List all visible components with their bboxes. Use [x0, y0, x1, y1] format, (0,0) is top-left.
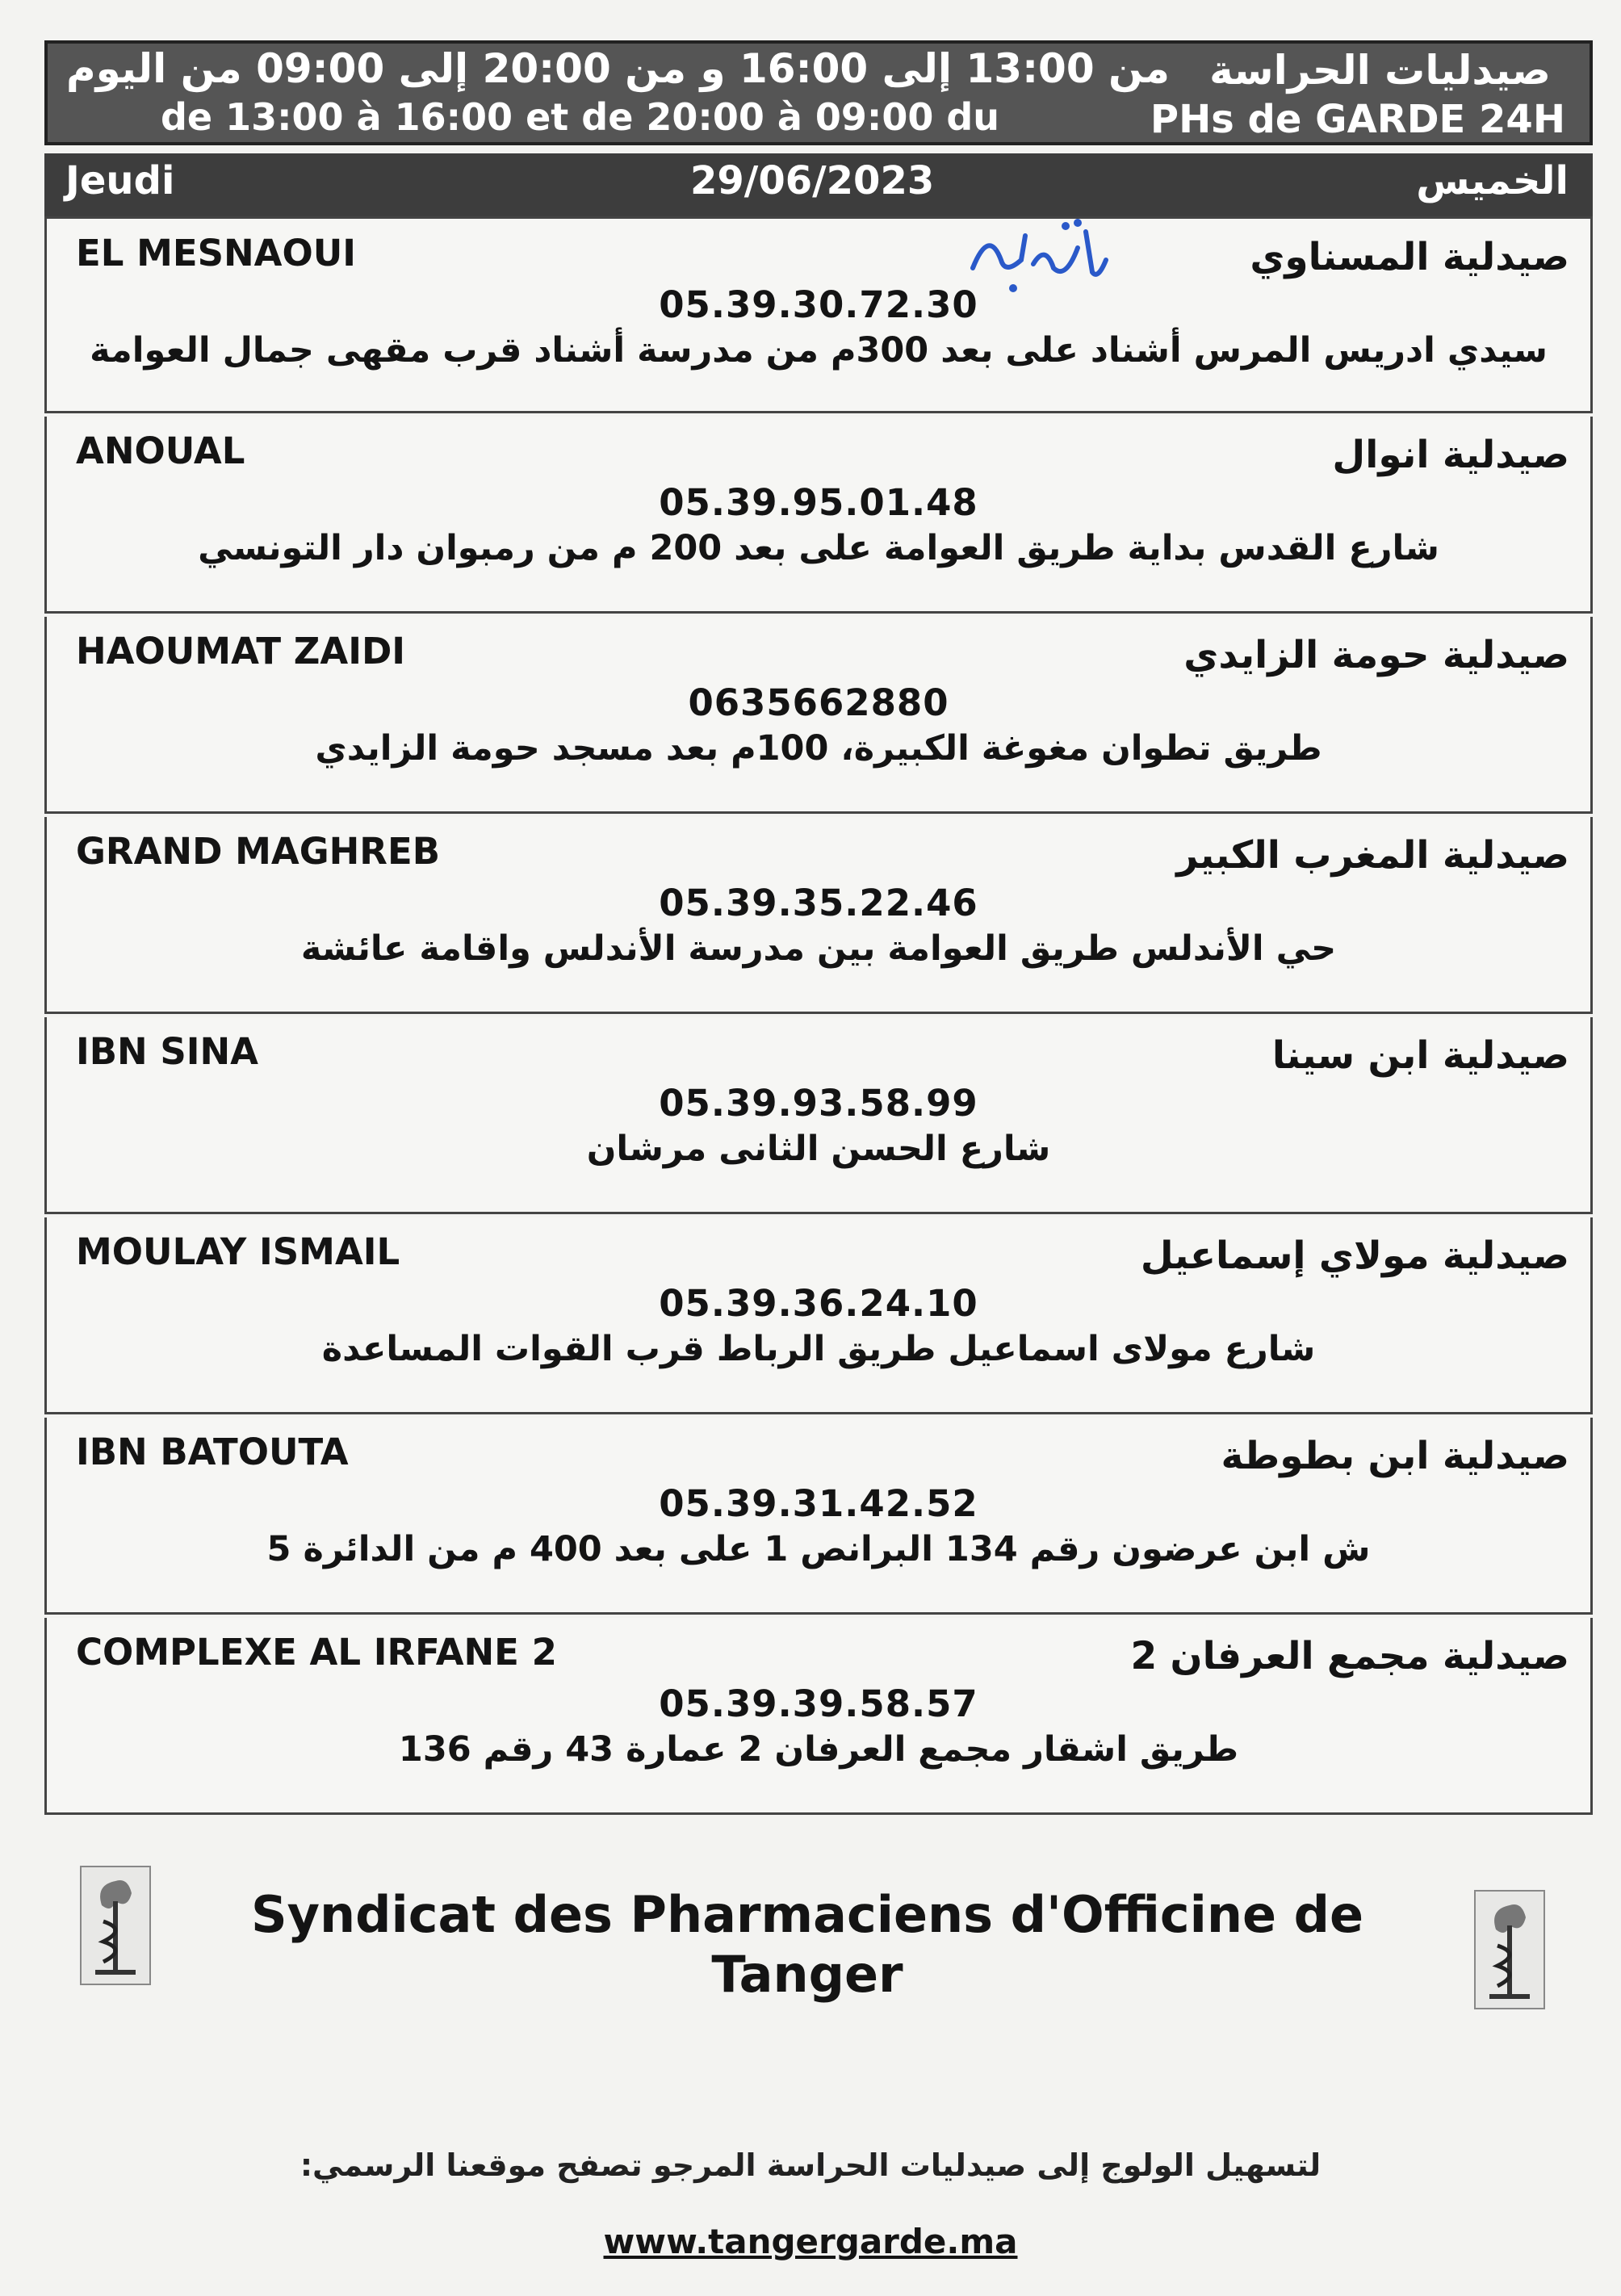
pharmacy-list — [44, 216, 1593, 1815]
day-row — [44, 153, 1593, 216]
pharmacy-name-ar: صيدلية مجمع العرفان 2 — [1130, 1634, 1569, 1678]
pharmacy-name-fr: HAOUMAT ZAIDI — [76, 630, 406, 672]
pharmacy-name-ar: صيدلية المغرب الكبير — [1176, 833, 1569, 878]
day-name-fr: Jeudi — [65, 158, 175, 203]
title-fr: PHs de GARDE 24H — [1150, 97, 1565, 142]
pharmacy-address: شارع الحسن الثانى مرشان — [586, 1129, 1051, 1169]
pharmacy-address: ش ابن عرضون رقم 134 البرانص 1 على بعد 400 م من الدائرة 5 — [266, 1529, 1371, 1569]
pharmacy-phone: 05.39.30.72.30 — [659, 283, 978, 326]
access-note: لتسهيل الولوج إلى صيدليات الحراسة المرجو تصفح موقعنا الرسمي: — [299, 2147, 1322, 2183]
pharmacy-address: شارع القدس بداية طريق العوامة على بعد 200 م من رمبوان دار التونسي — [198, 528, 1439, 568]
pharmacy-card — [44, 1618, 1593, 1815]
pharmacy-name-ar: صيدلية المسناوي — [1250, 235, 1569, 279]
pharmacy-name-fr: EL MESNAOUI — [76, 232, 357, 274]
website-link[interactable]: www.tangergarde.ma — [603, 2222, 1018, 2261]
duty-date: 29/06/2023 — [690, 158, 935, 203]
pharmacy-card — [44, 817, 1593, 1014]
pharmacy-name-ar: صيدلية ابن سينا — [1271, 1033, 1569, 1078]
pharmacy-name-fr: GRAND MAGHREB — [76, 830, 440, 873]
pharmacy-phone: 05.39.95.01.48 — [659, 481, 978, 524]
pharmacy-address: سيدي ادريس المرس أشناد على بعد 300م من مدرسة أشناد قرب مقهى جمال العوامة — [90, 330, 1548, 371]
pharmacy-name-ar: صيدلية انوال — [1332, 433, 1569, 477]
pharmacy-phone: 05.39.35.22.46 — [659, 882, 978, 924]
pharmacy-name-ar: صيدلية ابن بطوطة — [1221, 1434, 1569, 1478]
pharmacy-address: شارع مولاى اسماعيل طريق الرباط قرب القوات المساعدة — [321, 1329, 1316, 1369]
schedule-header — [44, 40, 1593, 145]
title-ar: صيدليات الحراسة — [1209, 47, 1551, 94]
pharmacy-name-fr: COMPLEXE AL IRFANE 2 — [76, 1631, 557, 1674]
handwritten-note-icon — [957, 212, 1118, 308]
pharmacy-card — [44, 417, 1593, 614]
pharmacy-phone: 05.39.39.58.57 — [659, 1682, 978, 1725]
day-name-ar: الخميس — [1416, 158, 1569, 203]
pharmacy-name-fr: MOULAY ISMAIL — [76, 1230, 400, 1273]
pharmacy-phone: 05.39.31.42.52 — [659, 1482, 978, 1525]
pharmacy-card — [44, 1017, 1593, 1214]
pharmacy-card — [44, 1418, 1593, 1615]
pharmacy-emblem-icon — [1473, 1889, 1546, 2010]
pharmacy-name-fr: IBN BATOUTA — [76, 1431, 349, 1473]
hours-ar: من 13:00 إلى 16:00 و من 20:00 إلى 09:00 من اليوم — [66, 45, 1170, 92]
pharmacy-card — [44, 617, 1593, 814]
pharmacy-phone: 0635662880 — [688, 681, 949, 724]
pharmacy-card — [44, 1217, 1593, 1414]
hours-fr: de 13:00 à 16:00 et de 20:00 à 09:00 du — [161, 95, 1000, 139]
pharmacy-phone: 05.39.93.58.99 — [659, 1082, 978, 1125]
pharmacy-address: حي الأندلس طريق العوامة بين مدرسة الأندلس واقامة عائشة — [300, 928, 1337, 969]
pharmacy-card — [44, 216, 1593, 413]
pharmacy-address: طريق تطوان مغوغة الكبيرة، 100م بعد مسجد حومة الزايدي — [315, 728, 1322, 769]
pharmacy-phone: 05.39.36.24.10 — [659, 1282, 978, 1325]
pharmacy-name-ar: صيدلية حومة الزايدي — [1183, 633, 1569, 677]
pharmacy-address: طريق اشقار مجمع العرفان 2 عمارة 43 رقم 136 — [398, 1729, 1239, 1770]
pharmacy-name-ar: صيدلية مولاي إسماعيل — [1140, 1234, 1569, 1278]
pharmacy-emblem-icon — [79, 1865, 152, 1986]
pharmacy-name-fr: ANOUAL — [76, 429, 245, 472]
organization-name: Syndicat des Pharmaciens d'Officine de Tanger — [250, 1885, 1364, 2004]
pharmacy-name-fr: IBN SINA — [76, 1030, 259, 1073]
